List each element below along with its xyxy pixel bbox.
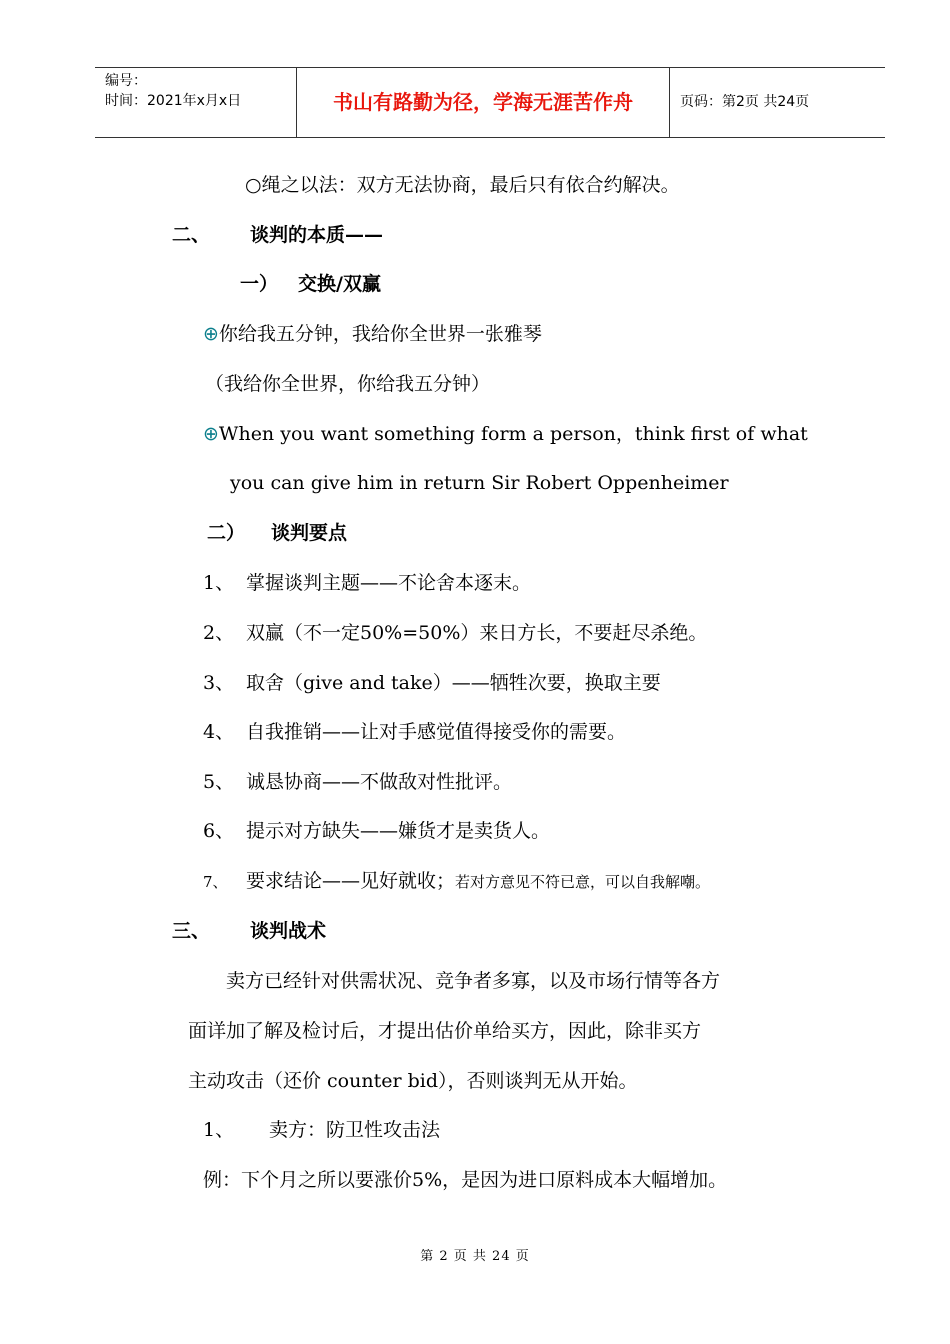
quote-1-text: 你给我五分钟，我给你全世界一张雅琴	[218, 323, 542, 345]
quote-2-line-1	[203, 421, 806, 447]
list-item	[203, 868, 710, 895]
example-line: 例：下个月之所以要涨价5%，是因为进口原料成本大幅增加。	[203, 1169, 728, 1191]
item-text: 掌握谈判主题——不论舍本逐末。	[246, 572, 532, 594]
section-3-heading	[172, 918, 326, 944]
item-number: 1、	[203, 1119, 235, 1141]
subsection-title: 谈判要点	[271, 522, 348, 544]
item-text: 诚恳协商——不做敌对性批评。	[246, 771, 513, 793]
section-title: 谈判战术	[250, 920, 327, 942]
item-text: 卖方：防卫性攻击法	[269, 1119, 441, 1141]
header-page-info: 页码：第2页 共24页	[680, 94, 810, 110]
item-text: 要求结论——见好就收；	[246, 870, 456, 892]
circle-plus-icon: ⊕	[203, 323, 219, 345]
quote-1-paren: （我给你全世界，你给我五分钟）	[205, 373, 491, 395]
subsection-1-heading	[240, 271, 381, 297]
law-line: ○绳之以法：双方无法协商，最后只有依合约解决。	[245, 174, 680, 196]
quote-2-line-2: you can give him in return Sir Robert Oppenheimer	[230, 472, 729, 494]
item-text: 取舍（give and take）——牺牲次要，换取主要	[246, 672, 661, 694]
list-item	[203, 570, 531, 596]
item-text: 提示对方缺失——嫌货才是卖货人。	[246, 820, 551, 842]
subsection-number: 二）	[207, 522, 246, 544]
paragraph-line: 卖方已经针对供需状况、竞争者多寡，以及市场行情等各方	[226, 970, 721, 992]
subsection-number: 一）	[240, 273, 279, 295]
item-text: 自我推销——让对手感觉值得接受你的需要。	[246, 721, 627, 743]
circle-plus-icon: ⊕	[203, 423, 219, 445]
item-number: 2、	[203, 622, 235, 644]
section-title: 谈判的本质——	[250, 224, 384, 246]
item-number: 5、	[203, 771, 235, 793]
item-number: 3、	[203, 672, 235, 694]
number-label: 编号：	[105, 73, 147, 89]
list-item	[203, 719, 626, 745]
item-text: 双赢（不一定50%=50%）来日方长，不要赶尽杀绝。	[246, 622, 708, 644]
page-footer: 第 2 页 共 24 页	[420, 1249, 530, 1264]
list-item	[203, 620, 707, 646]
item-number: 4、	[203, 721, 235, 743]
section-number: 二、	[172, 224, 211, 246]
list-item	[203, 670, 661, 696]
list-item	[203, 769, 512, 795]
item-number: 7、	[203, 873, 228, 891]
section-2-heading	[172, 222, 383, 248]
page-header	[95, 67, 885, 138]
time-label: 时间：2021年x月x日	[105, 93, 242, 109]
paragraph-line: 面详加了解及检讨后，才提出估价单给买方，因此，除非买方	[188, 1020, 702, 1042]
header-meta	[95, 68, 296, 137]
item-number: 6、	[203, 820, 235, 842]
tactic-item	[203, 1117, 440, 1143]
item-number: 1、	[203, 572, 235, 594]
subsection-title: 交换/双赢	[298, 273, 381, 295]
list-item	[203, 818, 550, 844]
paragraph-line: 主动攻击（还价 counter bid），否则谈判无从开始。	[188, 1070, 638, 1092]
quote-2-line-1-text: When you want something form a person，think first of what	[218, 423, 808, 445]
section-number: 三、	[172, 920, 211, 942]
item-note: 若对方意见不符已意，可以自我解嘲。	[455, 873, 711, 891]
header-motto: 书山有路勤为径，学海无涯苦作舟	[296, 68, 670, 137]
quote-1	[203, 321, 542, 347]
subsection-2-heading	[207, 520, 347, 546]
